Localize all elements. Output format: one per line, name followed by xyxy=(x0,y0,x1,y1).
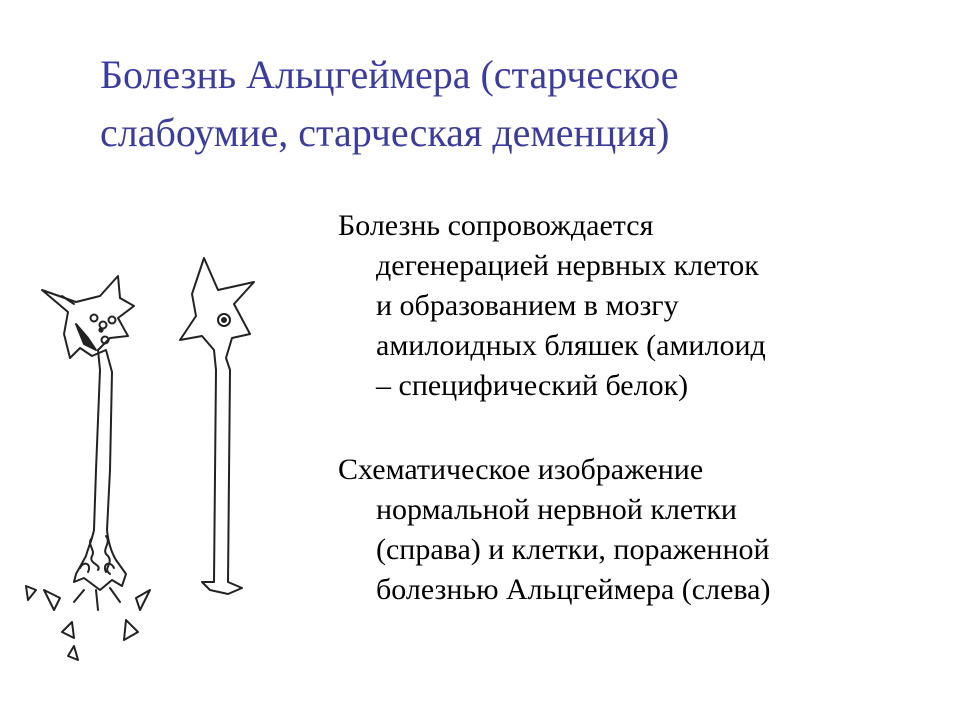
normal-neuron-body xyxy=(180,258,254,594)
paragraph-figure-caption xyxy=(338,450,938,610)
title-line-1: Болезнь Альцгеймера (старческое xyxy=(100,52,679,97)
fragment-leaf xyxy=(26,586,36,600)
title-line-2: слабоумие, старческая деменция) xyxy=(100,110,670,155)
paragraph-line: амилоидных бляшек (амилоид xyxy=(376,329,766,362)
paragraph-line: дегенерацией нервных клеток xyxy=(376,249,759,282)
tangle-mark xyxy=(76,324,96,350)
organelle-dot xyxy=(109,317,116,324)
paragraph-line: – специфический белок) xyxy=(376,369,689,402)
tangle-swirl xyxy=(80,564,89,572)
fragmented-dendrite xyxy=(74,590,84,602)
nucleolus xyxy=(222,318,226,322)
paragraph-line: болезнью Альцгеймера (слева) xyxy=(376,573,771,606)
normal-neuron xyxy=(180,258,254,594)
nucleus xyxy=(99,328,102,331)
neuron-drawing xyxy=(14,238,304,670)
paragraph-line: (справа) и клетки, пораженной xyxy=(376,533,770,566)
fragmented-dendrite xyxy=(96,590,98,610)
fragmented-dendrite xyxy=(110,588,120,602)
paragraph-line: и образованием в мозгу xyxy=(376,289,679,322)
organelle-dot xyxy=(91,315,98,322)
neuron-illustration xyxy=(14,238,304,670)
paragraph-line: Болезнь сопровождается xyxy=(338,209,654,242)
fragment-leaf xyxy=(136,590,150,610)
slide-title xyxy=(100,46,880,162)
slide-body xyxy=(338,206,938,654)
paragraph-line: Схематическое изображение xyxy=(338,453,704,486)
diseased-neuron xyxy=(26,276,150,660)
diseased-neuron-body xyxy=(42,276,134,590)
fragment-leaf xyxy=(62,622,74,638)
fragment-leaf xyxy=(124,620,138,640)
fragment-leaf xyxy=(44,590,60,610)
paragraph-line: нормальной нервной клетки xyxy=(376,493,737,526)
fragment-leaf xyxy=(68,646,78,660)
paragraph-degeneration xyxy=(338,206,938,406)
